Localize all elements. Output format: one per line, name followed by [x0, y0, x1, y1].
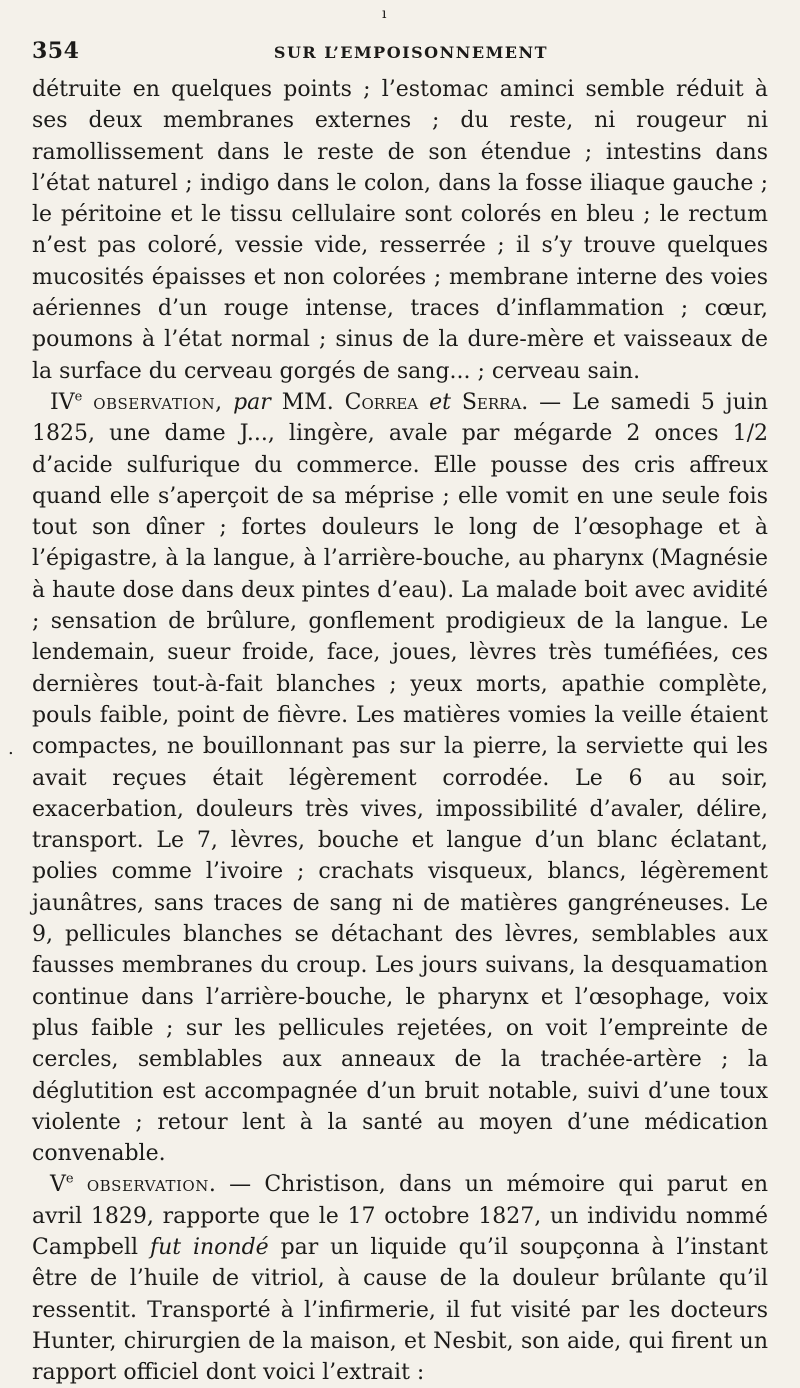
observation-5-text-before: . — Christison, dans un mémoire qui parut en avril 1829, rapporte que le 17 octobre 1827, un individu nommé Campbell	[32, 1172, 768, 1260]
book-page	[32, 38, 768, 1388]
observation-5-ordinal: e	[65, 1172, 74, 1188]
observation-4-author-correa: Correa	[344, 389, 419, 415]
observation-5-italic: fut inondé	[149, 1234, 269, 1260]
observation-4-par: par	[233, 389, 271, 415]
observation-4-ordinal: e	[74, 389, 83, 405]
observation-4-number: IV	[50, 389, 75, 415]
observation-4-text: . — Le samedi 5 juin 1825, une dame J..., lingère, avale par mégarde 2 onces 1/2 d’acide sulfurique du commerce. Elle pousse des cris affreux quand elle s’aperçoit de sa méprise ; elle vomit en une seule fois tout son dîner ; fortes douleurs le long de l’œsophage et à l’épigastre, à la langue, à l’arrière-bouche, au pharynx (Magnésie à haute dose dans deux pintes d’eau). La malade boit avec avidité ; sensation de brûlure, gonflement prodigieux de la langue. Le lendemain, sueur froide, face, joues, lèvres très tuméfiées, ces dernières tout-à-fait blanches ; yeux morts, apathie complète, pouls faible, point de fièvre. Les matières vomies la veille étaient compactes, ne bouillonnant pas sur la pierre, la serviette qui les avait reçues était légèrement corrodée. Le 6 au soir, exacerbation, douleurs très vives, impossibilité d’avaler, délire, transport. Le 7, lèvres, bouche et langue d’un blanc éclatant, polies comme l’ivoire ; crachats visqueux, blancs, légèrement jaunâtres, sans traces de sang ni de matières gangréneuses. Le 9, pellicules blanches se détachant des lèvres, semblables aux fausses membranes du croup. Les jours suivans, la desquamation continue dans l’arrière-bouche, le pharynx et l’œsophage, voix plus faible ; sur les pellicules rejetées, on voit l’empreinte de cercles, semblables aux anneaux de la trachée-artère ; la déglutition est accompagnée d’un bruit notable, suivi d’une toux violente ; retour lent à la santé au moyen d’une médication convenable.	[32, 389, 769, 1167]
paragraph-observation-5	[32, 1169, 768, 1388]
page-header	[32, 38, 768, 72]
observation-4-author-serra: Serra	[461, 389, 522, 415]
stray-mark-top: ı	[382, 6, 387, 22]
paragraph-autopsy-continuation: détruite en quelques points ; l’estomac aminci semble réduit à ses deux membranes externes ; du reste, ni rougeur ni ramollissement dans le reste de son étendue ; intestins dans l’état naturel ; indigo dans le colon, dans la fosse iliaque gauche ; le péritoine et le tissu cellulaire sont colorés en bleu ; le rectum n’est pas coloré, vessie vide, resserrée ; il s’y trouve quelques mucosités épaisses et non colorées ; membrane interne des voies aériennes d’un rouge intense, traces d’inflammation ; cœur, poumons à l’état normal ; sinus de la dure-mère et vaisseaux de la surface du cerveau gorgés de sang... ; cerveau sain.	[32, 77, 768, 384]
paragraph-observation-4: IVe observation, par MM. Correa et Serra. — Le samedi 5 juin 1825, une dame J..., lingère, avale par mégarde 2 onces 1/2 d’acide sulfurique du commerce. Elle pousse des cris affreux quand elle s’aperçoit de sa méprise ; elle vomit en une seule fois tout son dîner ; fortes douleurs le long de l’œsophage et à l’épigastre, à la langue, à l’arrière-bouche, au pharynx (Magnésie à haute dose dans deux pintes d’eau). La malade boit avec avidité ; sensation de brûlure, gonflement prodigieux de la langue. Le lendemain, sueur froide, face, joues, lèvres très tuméfiées, ces dernières tout-à-fait blanches ; yeux morts, apathie complète, pouls faible, point de fièvre. Les matières vomies la veille étaient compactes, ne bouillonnant pas sur la pierre, la serviette qui les avait reçues était légèrement corrodée. Le 6 au soir, exacerbation, douleurs très vives, impossibilité d’avaler, délire, transport. Le 7, lèvres, bouche et langue d’un blanc éclatant, polies comme l’ivoire ; crachats visqueux, blancs, légèrement jaunâtres, sans traces de sang ni de matières gangréneuses. Le 9, pellicules blanches se détachant des lèvres, semblables aux fausses membranes du croup. Les jours suivans, la desquamation continue dans l’arrière-bouche, le pharynx et l’œsophage, voix plus faible ; sur les pellicules rejetées, on voit l’empreinte de cercles, semblables aux anneaux de la trachée-artère ; la déglutition est accompagnée d’un bruit notable, suivi d’une toux violente ; retour lent à la santé au moyen d’une médication convenable.	[32, 389, 769, 1167]
observation-5-text-after: par un liquide qu’il soupçonna à l’instant être de l’huile de vitriol, à cause de la douleur brûlante qu’il ressentit. Transporté à l’infirmerie, il fut visité par les docteurs Hunter, chirurgien de la maison, et Nesbit, son aide, qui firent un rapport officiel dont voici l’extrait :	[32, 1234, 769, 1386]
observation-4-et: et	[429, 389, 451, 415]
observation-5-number: V	[50, 1172, 66, 1198]
stray-mark-margin: .	[8, 738, 14, 759]
page-number: 354	[32, 38, 80, 64]
observation-4-label: observation	[93, 389, 216, 415]
observation-5-label: observation	[86, 1172, 209, 1198]
observation-4-mm: MM.	[281, 389, 334, 415]
running-title: SUR L’EMPOISONNEMENT	[273, 43, 548, 62]
